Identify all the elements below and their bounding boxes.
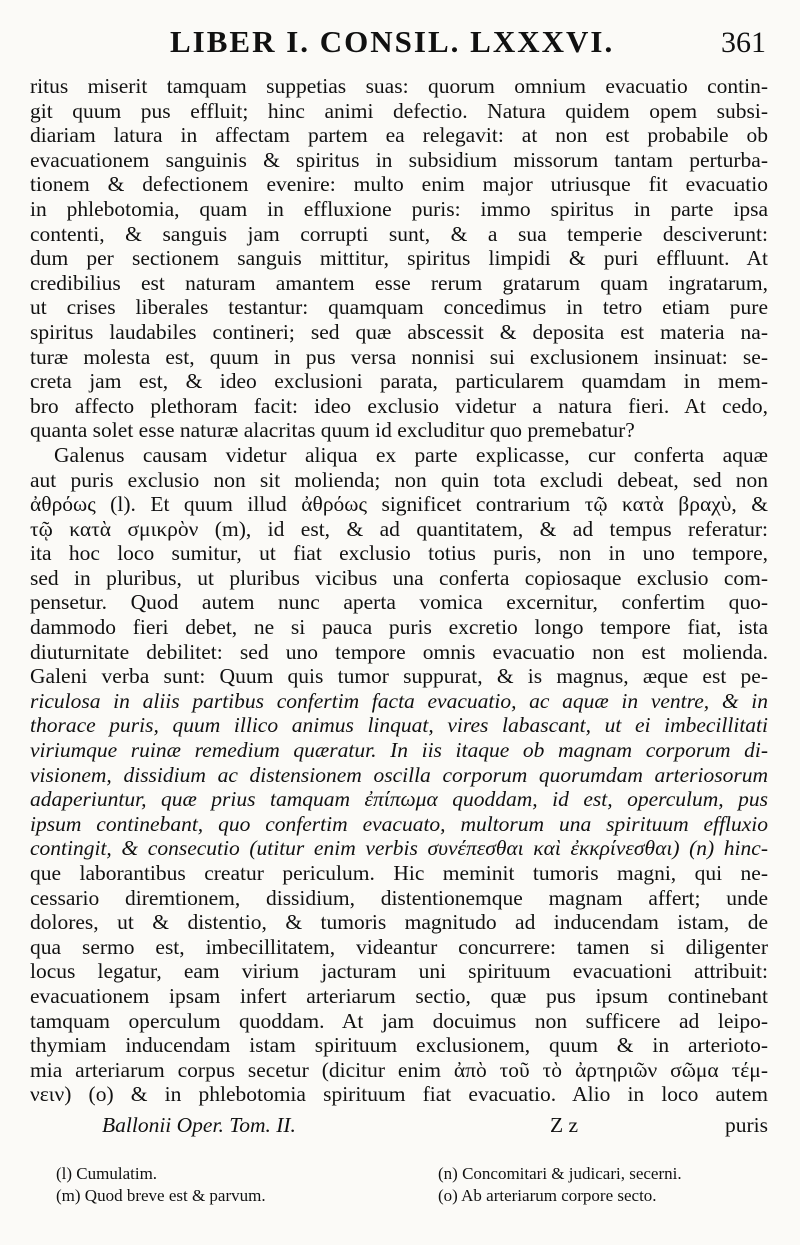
text-line: ipsum continebant, quo confertim evacuato, multorum una spirituum effluxio — [30, 811, 768, 836]
page-number: 361 — [721, 26, 766, 59]
page-foot-line — [30, 1113, 768, 1143]
text-line: spiritus laudabiles contineri; sed quæ abscessit & deposita est materia na- — [30, 319, 768, 344]
text-line: cessario diremtionem, dissidium, distentionemque magnam affert; unde — [30, 885, 768, 910]
text-line: Galeni verba sunt: Quum quis tumor suppurat, & is magnus, æque est pe- — [30, 664, 768, 689]
text-line: Galenus causam videtur aliqua ex parte explicasse, cur conferta aquæ — [54, 442, 768, 467]
text-line: aut puris exclusio non sit molienda; non quin tota excludi debeat, sed non — [30, 467, 768, 492]
page-header — [0, 22, 800, 66]
text-line: bro affecto plethoram facit: ideo exclusio videtur a natura fieri. At cedo, — [30, 393, 768, 418]
footnote-row — [56, 1163, 768, 1185]
text-line: dum per sectionem sanguis mittitur, spiritus limpidi & puri effluunt. At — [30, 246, 768, 271]
text-line: sed in pluribus, ut pluribus vicibus una conferta copiosaque exclusio com- — [30, 565, 768, 590]
text-line: νειν) (o) & in phlebotomia spirituum fiat evacuatio. Alio in loco autem — [30, 1082, 768, 1107]
text-line: visionem, dissidium ac distensionem oscilla corporum quorumdam arteriosorum — [30, 762, 768, 787]
footnote-o: (o) Ab arteriarum corpore secto. — [438, 1186, 657, 1205]
text-line: quanta solet esse naturæ alacritas quum id excluditur quo premebatur? — [30, 418, 635, 443]
footnote-row — [56, 1185, 768, 1207]
footnote-l: (l) Cumulatim. — [56, 1164, 158, 1183]
text-line: dammodo fieri debet, ne si pauca puris excretio longo tempore fiat, ista — [30, 615, 768, 640]
text-line: tionem & defectionem evenire: multo enim major utriusque fit evacuatio — [30, 172, 768, 197]
text-line: diuturnitate debilitet: sed uno tempore omnis evacuatio non est molienda. — [30, 639, 768, 664]
signature-line: Ballonii Oper. Tom. II. — [102, 1113, 296, 1137]
text-line: que laborantibus creatur periculum. Hic meminit tumoris magni, qui ne- — [30, 861, 768, 885]
text-line: riculosa in aliis partibus confertim facta evacuatio, ac aquæ in ventre, & in — [30, 688, 768, 713]
text-line: diariam latura in affectam partem ea relegavit: at non est probabile ob — [30, 123, 768, 148]
text-line: ἀθρόως (l). Et quum illud ἀθρόως significet contrarium τῷ κατὰ βραχὺ, & — [30, 492, 768, 517]
text-line: turæ molesta est, quum in pus versa nonnisi sui exclusionem insinuat: se- — [30, 344, 768, 369]
text-line: ritus miserit tamquam suppetias suas: quorum omnium evacuatio contin- — [30, 74, 768, 98]
text-line: adaperiuntur, quæ prius tamquam ἐπίπωμα quoddam, id est, operculum, pus — [30, 787, 768, 812]
text-line: mia arteriarum corpus secetur (dicitur enim ἀπὸ τοῦ τὸ ἀρτηριῶν σῶμα τέμ- — [30, 1057, 768, 1082]
text-line: pensetur. Quod autem nunc aperta vomica excernitur, confertim quo- — [30, 590, 768, 615]
signature-mark: Z z — [550, 1113, 579, 1137]
text-line: contingit, & consecutio (utitur enim verbis συνέπεσθαι καὶ ἐκκρίνεσθαι) (n) hinc- — [30, 836, 768, 861]
catchword: puris — [725, 1113, 768, 1137]
text-line: evacuationem sanguinis & spiritus in subsidium missorum tantam perturba- — [30, 147, 768, 172]
footnotes — [56, 1163, 768, 1207]
text-line: locus legatur, eam virium jacturam uni spirituum evacuationi attribuit: — [30, 959, 768, 984]
text-line: ut crises liberales testantur: quamquam concedimus in tetro etiam pure — [30, 295, 768, 320]
footnote-m: (m) Quod breve est & parvum. — [56, 1186, 266, 1205]
text-line: ita hoc loco sumitur, ut fiat exclusio totius puris, non in uno tempore, — [30, 541, 768, 566]
text-line: thorace puris, quum illico animus linquat, vires labascant, ut ei imbecillitati — [30, 713, 768, 738]
text-line: thymiam inducendam istam spirituum exclusionem, quum & in arterioto- — [30, 1033, 768, 1058]
text-line: creta jam est, & ideo exclusioni parata, particularem quamdam in mem- — [30, 369, 768, 394]
running-head: LIBER I. CONSIL. LXXXVI. — [170, 24, 615, 59]
text-line: viriumque ruinæ remedium quæratur. In iis itaque ob magnam corporum di- — [30, 738, 768, 763]
text-line: τῷ κατὰ σμικρὸν (m), id est, & ad quantitatem, & ad tempus referatur: — [30, 516, 768, 541]
text-line: contenti, & sanguis jam corrupti sunt, & a sua temperie desciverunt: — [30, 221, 768, 246]
text-line: tamquam operculum quoddam. At jam docuimus non sufficere ad leipo- — [30, 1008, 768, 1033]
text-line: credibilius est naturam amantem esse rerum gratarum quam ingratarum, — [30, 270, 768, 295]
footnote-n: (n) Concomitari & judicari, secerni. — [438, 1164, 682, 1183]
text-line: in phlebotomia, quam in effluxione puris: immo spiritus in parte ipsa — [30, 196, 768, 221]
text-line: git quum pus effluit; hinc animi defectio. Natura quidem opem subsi- — [30, 98, 768, 123]
text-line: dolores, ut & distentio, & tumoris magnitudo ad inducendam istam, de — [30, 910, 768, 935]
text-line: qua sermo est, imbecillitatem, videantur concurrere: tamen si diligenter — [30, 934, 768, 959]
main-text — [30, 74, 768, 1107]
text-line: evacuationem ipsam infert arteriarum sectio, quæ pus ipsum continebant — [30, 983, 768, 1008]
